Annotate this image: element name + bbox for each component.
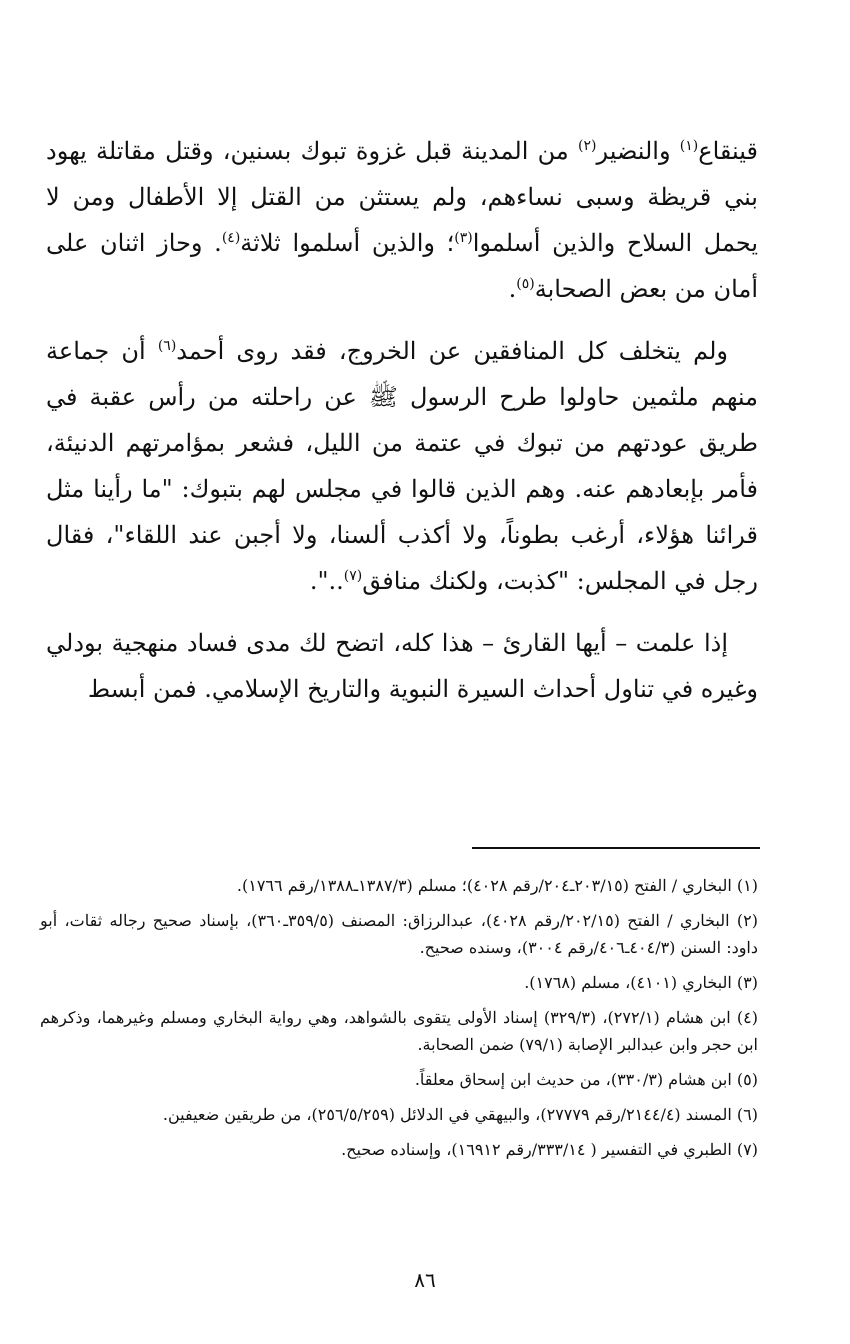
footnote: (٢) البخاري / الفتح (٢٠٢/١٥/رقم ٤٠٢٨)، عبدالرزاق: المصنف (٣٥٩/٥ـ٣٦٠)، بإسناد صحيح رجاله ثقات، أبو داود: السنن (٤٠٤/٣ـ٤٠٦/رقم ٣٠٠٤)، وسنده صحيح. [40,911,759,957]
text-run: إذا علمت – أيها القارئ – هذا كله، اتضح لك مدى فساد منهجية بودلي وغيره في تناول أحداث السيرة النبوية والتاريخ الإسلامي. فمن أبسط [46,629,758,703]
footnote: (١) البخاري / الفتح (٢٠٣/١٥ـ٢٠٤/رقم ٤٠٢٨)؛ مسلم (١٣٨٧/٣ـ١٣٨٨/رقم ١٧٦٦). [236,876,758,895]
footnote: (٣) البخاري (٤١٠١)، مسلم (١٧٦٨). [524,973,758,992]
footnote: (٥) ابن هشام (٣٣٠/٣)، من حديث ابن إسحاق معلقاً. [414,1070,758,1089]
text-run: قينقاع [698,137,758,165]
footnotes [40,872,758,1171]
text-run: ولم يتخلف كل المنافقين عن الخروج، فقد روى أحمد [176,337,728,365]
footnote-ref: (٧) [343,568,363,584]
paragraph [46,620,758,712]
footnote-ref: (٤) [221,230,241,246]
paragraph [46,128,758,312]
footnote: (٤) ابن هشام (٢٧٢/١)، (٣٢٩/٣) إسناد الأولى يتقوى بالشواهد، وهي رواية البخاري ومسلم وغيرهما، وذكرهم ابن حجر وابن عبدالبر الإصابة (٧٩/١) ضمن الصحابة. [40,1008,758,1054]
text-run: والنضير [596,137,680,165]
footnote: (٧) الطبري في التفسير ( ٣٣٣/١٤/رقم ١٦٩١٢)، وإسناده صحيح. [341,1140,758,1159]
footnote-ref: (٢) [577,138,597,154]
text-run: . وحاز اثنان على أمان من بعض الصحابة [46,229,758,303]
main-text [46,128,758,728]
text-run: ..". [309,567,344,595]
page-number: ٨٦ [414,1268,436,1292]
footnote-ref: (١) [679,138,699,154]
text-run: . [508,275,517,303]
footnote-separator [472,847,760,849]
footnote-ref: (٦) [157,338,177,354]
paragraph [46,328,758,604]
footnote-ref: (٥) [516,276,535,292]
text-run: أن جماعة منهم ملثمين حاولوا طرح الرسول ﷺ عن راحلته من رأس عقبة في طريق عودتهم من تبوك في عتمة من الليل، فشعر بمؤامرتهم الدنيئة، فأمر بإبعادهم عنه. وهم الذين قالوا في مجلس لهم بتبوك: "ما رأينا مثل قرائنا هؤلاء، أرغب بطوناً، ولا أكذب ألسنا، ولا أجبن عند اللقاء"، فقال رجل في المجلس: "كذبت، ولكنك منافق [46,337,758,595]
text-run: من المدينة قبل غزوة تبوك بسنين، وقتل مقاتلة يهود بني قريظة وسبى نساءهم، ولم يستثن من القتل إلا الأطفال ومن لا يحمل السلاح والذين أسلموا [46,137,759,257]
footnote: (٦) المسند (٢١٤٤/٤/رقم ٢٧٧٧٩)، والبيهقي في الدلائل (٢٥٦/٥/٢٥٩)، من طريقين ضعيفين. [162,1105,758,1124]
footnote-ref: (٣) [454,230,473,246]
text-run: ؛ والذين أسلموا ثلاثة [240,229,455,257]
